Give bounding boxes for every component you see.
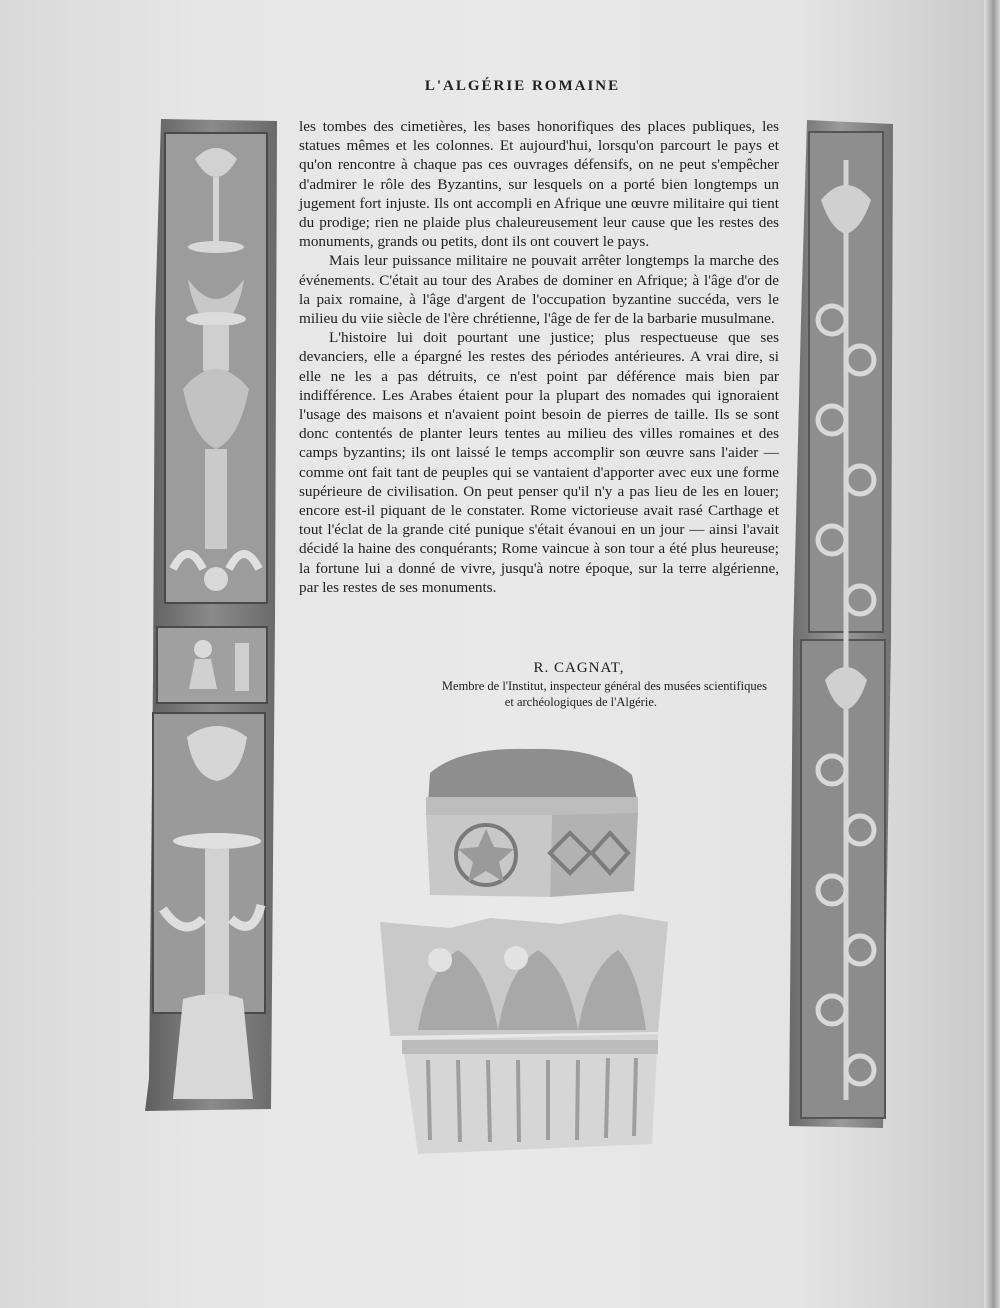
carved-block-photo bbox=[420, 745, 640, 903]
author-title-line-1: Membre de l'Institut, inspecteur général des musées scientifiques bbox=[441, 679, 767, 693]
page-edge-shadow bbox=[984, 0, 1000, 1308]
paragraph-3: L'histoire lui doit pourtant une justice; plus respectueuse que ses devanciers, elle a épargné les restes des périodes antérieures. A vrai dire, si elle ne les a pas détruits, ce n'est point par déférence mais bien par indifférence. Les Arabes étaient pour la plupart des nomades qui ignoraient l'usage des maisons et n'avaient point besoin de pierres de taille. Ils se sont donc contentés de planter leurs tentes au milieu des villes romaines et des camps byzantins; ils ont laissé le temps accomplir son œuvre sans l'aider — comme ont fait tant de peuples qui se vantaient d'apporter avec eux une forme supérieure de civilisation. On peut penser qu'il n'y a pas lieu de les en louer; encore est-il piquant de le constater. Rome victorieuse avait rasé Carthage et tout l'éclat de la grande cité punique s'était évanoui en un jour — ainsi l'avait décidé la haine des conquérants; Rome vaincue à son tour a été plus heureuse; la fortune lui a donné de vivre, jusqu'à notre époque, sur la terre algérienne, par les restes de ses monuments. bbox=[299, 329, 779, 596]
author-title-line-2: et archéologiques de l'Algérie. bbox=[504, 695, 657, 709]
author-name: R. CAGNAT, bbox=[533, 660, 625, 676]
left-pilaster-relief bbox=[143, 119, 281, 1114]
carved-block-relief bbox=[420, 745, 640, 903]
article-body bbox=[299, 117, 779, 597]
paragraph-2: Mais leur puissance militaire ne pouvait arrêter longtemps la marche des événements. C'était au tour des Arabes de dominer en Afrique; à l'âge d'or de la paix romaine, à l'âge d'argent de l'occupation byzantine succéda, vers le milieu du viie siècle de l'ère chrétienne, l'âge de fer de la barbarie musulmane. bbox=[299, 252, 779, 328]
paragraph-1: les tombes des cimetières, les bases honorifiques des places publiques, les statues mêmes et les colonnes. Et aujourd'hui, lorsqu'on parcourt le pays et qu'on rencontre à chaque pas ces ouvrages défensifs, on ne peut s'empêcher d'admirer le rôle des Byzantins, sur lesquels on a porté bien longtemps un jugement fort injuste. Ils ont accompli en Afrique une œuvre militaire qui tient du prodige; rien ne plaide plus chaleureusement leur cause que les restes des monuments, grands ou petits, dont ils ont couvert le pays. bbox=[299, 118, 779, 251]
left-pilaster-photo bbox=[143, 119, 281, 1114]
right-pilaster-photo bbox=[787, 120, 897, 1130]
right-pilaster-relief bbox=[787, 120, 897, 1130]
running-head: L'ALGÉRIE ROMAINE bbox=[424, 78, 621, 94]
capital-relief bbox=[378, 910, 670, 1155]
capital-photo bbox=[378, 910, 670, 1155]
author-signature bbox=[299, 660, 779, 709]
